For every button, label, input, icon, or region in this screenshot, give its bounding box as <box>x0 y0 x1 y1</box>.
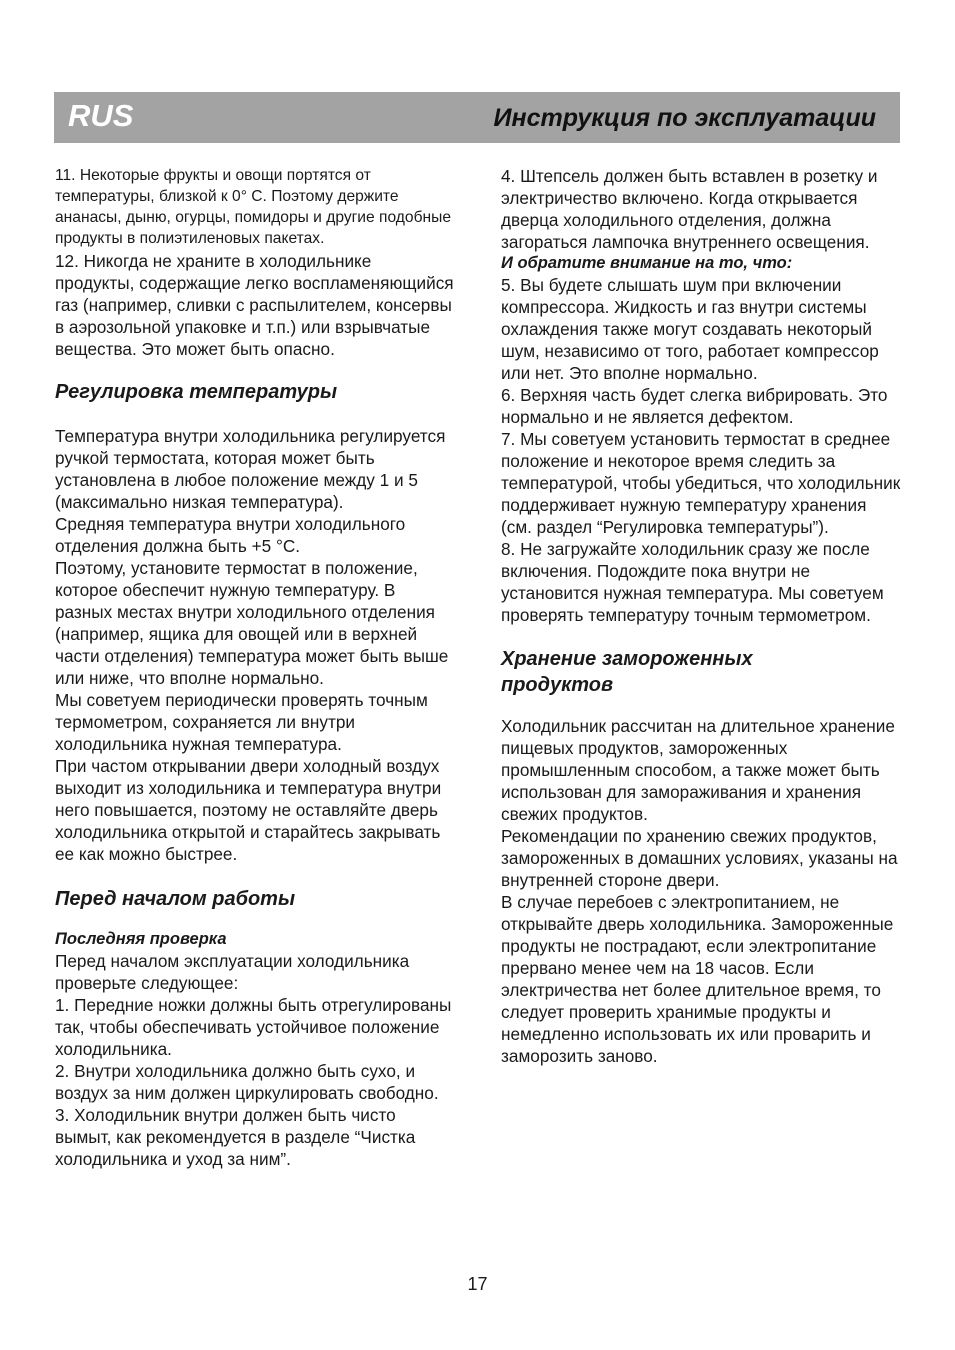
check-item-4: 4. Штепсель должен быть вставлен в розетку и электричество включено. Когда открывается дверца холодильного отделения, должна загораться лампочка внутреннего освещения. <box>501 166 878 252</box>
left-column <box>55 165 455 1170</box>
heading-before-start: Перед началом работы <box>55 888 296 910</box>
heading-temperature: Регулировка температуры <box>55 381 338 403</box>
right-column <box>501 165 901 1067</box>
heading-final-check: Последняя проверка <box>55 930 227 948</box>
check-item-1: 1. Передние ножки должны быть отрегулированы так, чтобы обеспечивать устойчивое положение холодильника. <box>55 995 452 1059</box>
frozen-paragraph-3: В случае перебоев с электропитанием, не открывайте дверь холодильника. Замороженные продукты не пострадают, если электропитание прервано менее чем на 18 часов. Если электричества нет более длительное время, то следует проверить хранимые продукты и немедленно использовать их или проварить и заморозить заново. <box>501 892 894 1066</box>
check-item-3: 3. Холодильник внутри должен быть чисто вымыт, как рекомендуется в разделе “Чистка холодильника и уход за ним”. <box>55 1105 416 1169</box>
frozen-paragraph-1: Холодильник рассчитан на длительное хранение пищевых продуктов, замороженных промышленным способом, а также может быть использован для замораживания и хранения свежих продуктов. <box>501 716 895 824</box>
check-item-2: 2. Внутри холодильника должно быть сухо, и воздух за ним должен циркулировать свободно. <box>55 1061 439 1103</box>
language-label: RUS <box>68 98 134 133</box>
page-header <box>54 92 900 143</box>
check-item-6: 6. Верхняя часть будет слегка вибрировать. Это нормально и не является дефектом. <box>501 385 888 427</box>
start-paragraph-1: Перед началом эксплуатации холодильника проверьте следующее: <box>55 951 410 993</box>
page-number: 17 <box>467 1274 488 1294</box>
temp-paragraph-1: Температура внутри холодильника регулируется ручкой термостата, которая может быть установлена в любое положение между 1 и 5 (максимально низкая температура). <box>55 426 446 512</box>
check-item-5: 5. Вы будете слышать шум при включении компрессора. Жидкость и газ внутри системы охлаждения также могут создавать некоторый шум, независимо от того, работает компрессор или нет. Это вполне нормально. <box>501 275 879 383</box>
paragraph-item-11: 11. Некоторые фрукты и овощи портятся от температуры, близкой к 0° С. Поэтому держите ананасы, дыню, огурцы, помидоры и другие подобные продукты в полиэтиленовых пакетах. <box>55 167 451 247</box>
heading-note: И обратите внимание на то, что: <box>501 254 793 272</box>
check-item-7: 7. Мы советуем установить термостат в среднее положение и некоторое время следить за температурой, чтобы убедиться, что холодильник поддерживает нужную температуру хранения (см. раздел “Регулировка температуры”). <box>501 429 901 537</box>
temp-paragraph-3: Поэтому, установите термостат в положение, которое обеспечит нужную температуру. В разных местах внутри холодильного отделения (например, ящика для овощей или в верхней части отделения) температура может быть выше или ниже, что вполне нормально. <box>55 558 449 688</box>
paragraph-item-12: 12. Никогда не храните в холодильнике продукты, содержащие легко воспламеняющийся газ (например, сливки с распылителем, консервы в аэрозольной упаковке и т.п.) или взрывчатые вещества. Это может быть опасно. <box>55 251 454 359</box>
frozen-paragraph-2: Рекомендации по хранению свежих продуктов, замороженных в домашних условиях, указаны на внутренней стороне двери. <box>501 826 898 890</box>
temp-paragraph-2: Средняя температура внутри холодильного отделения должна быть +5 °С. <box>55 514 406 556</box>
temp-paragraph-4: Мы советуем периодически проверять точным термометром, сохраняется ли внутри холодильника нужная температура. <box>55 690 428 754</box>
temp-paragraph-5: При частом открывании двери холодный воздух выходит из холодильника и температура внутри него повышается, поэтому не оставляйте дверь холодильника открытой и старайтесь закрывать ее как можно быстрее. <box>55 756 442 864</box>
document-title: Инструкция по эксплуатации <box>493 104 876 132</box>
check-item-8: 8. Не загружайте холодильник сразу же после включения. Подождите пока внутри не установится нужная температура. Мы советуем проверять температуру точным термометром. <box>501 539 884 625</box>
heading-frozen-storage: Хранение замороженных продуктов <box>501 648 753 696</box>
